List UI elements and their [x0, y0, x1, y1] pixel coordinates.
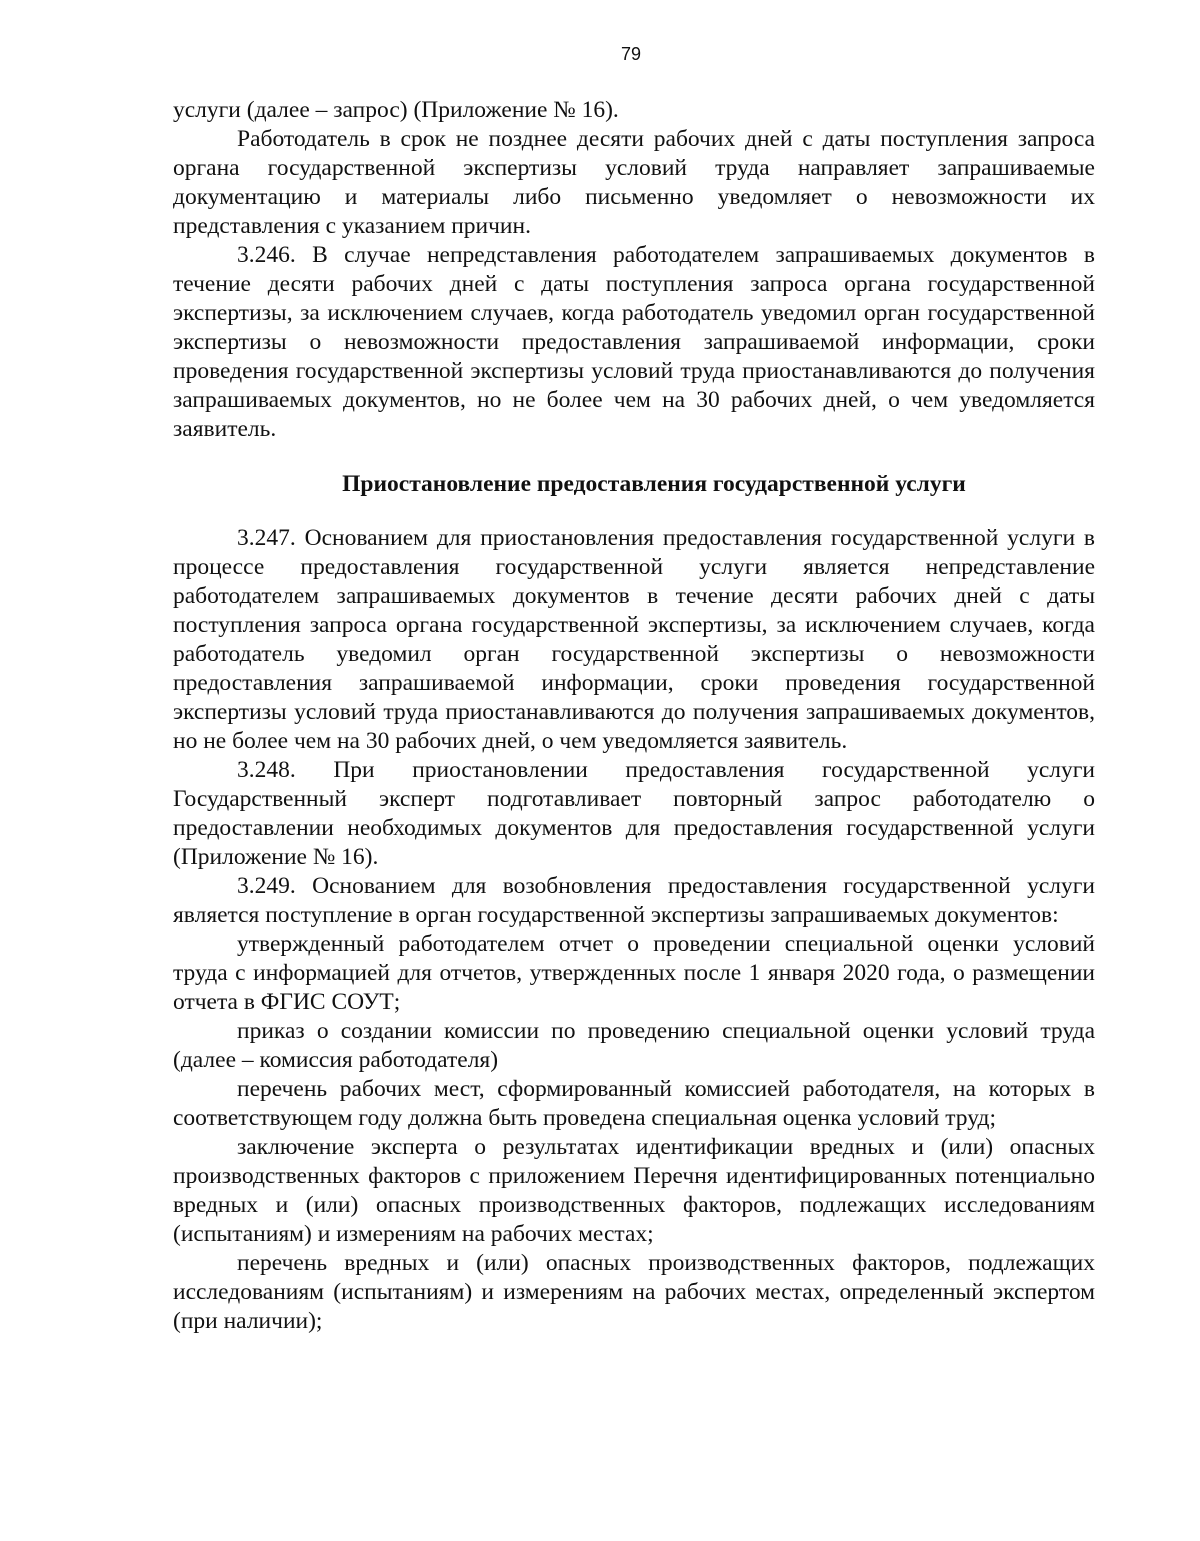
list-item-report: утвержденный работодателем отчет о проведении специальной оценки условий труда с информацией для отчетов, утвержденных после 1 января 2020 года, о размещении отчета в ФГИС СОУТ; [173, 931, 1095, 1015]
paragraph-3-247: 3.247. Основанием для приостановления предоставления государственной услуги в процессе предоставления государственной услуги является непредставление работодателем запрашиваемых документов в течение десяти рабочих дней с даты поступления запроса органа государственной экспертизы, за исключением случаев, когда работодатель уведомил орган государственной экспертизы о невозможности предоставления запрашиваемой информации, сроки проведения государственной экспертизы условий труда приостанавливаются до получения запрашиваемых документов, но не более чем на 30 рабочих дней, о чем уведомляется заявитель. [173, 525, 1095, 754]
section-heading: Приостановление предоставления государственной услуги [342, 471, 966, 497]
paragraph-3-249: 3.249. Основанием для возобновления предоставления государственной услуги является поступление в орган государственной экспертизы запрашиваемых документов: [173, 873, 1095, 928]
paragraph-3-248: 3.248. При приостановлении предоставления государственной услуги Государственный эксперт подготавливает повторный запрос работодателю о предоставлении необходимых документов для предоставления государственной услуги (Приложение № 16). [173, 757, 1095, 870]
page-number: 79 [620, 44, 642, 64]
list-item-factors-list: перечень вредных и (или) опасных производственных факторов, подлежащих исследованиям (испытаниям) и измерениям на рабочих местах, определенный экспертом (при наличии); [173, 1250, 1095, 1334]
paragraph-3-246: 3.246. В случае непредставления работодателем запрашиваемых документов в течение десяти рабочих дней с даты поступления запроса органа государственной экспертизы, за исключением случаев, когда работодатель уведомил орган государственной экспертизы о невозможности предоставления запрашиваемой информации, сроки проведения государственной экспертизы условий труда приостанавливаются до получения запрашиваемых документов, но не более чем на 30 рабочих дней, о чем уведомляется заявитель. [173, 242, 1095, 442]
list-item-expert-conclusion: заключение эксперта о результатах идентификации вредных и (или) опасных производственных факторов с приложением Перечня идентифицированных потенциально вредных и (или) опасных производственных факторов, подлежащих исследованиям (испытаниям) и измерениям на рабочих местах; [173, 1134, 1095, 1247]
document-body [173, 96, 1095, 1336]
paragraph-continuation: услуги (далее – запрос) (Приложение № 16). [173, 97, 619, 123]
list-item-order: приказ о создании комиссии по проведению специальной оценки условий труда (далее – комиссия работодателя) [173, 1018, 1095, 1073]
paragraph-employer-deadline: Работодатель в срок не позднее десяти рабочих дней с даты поступления запроса органа государственной экспертизы условий труда направляет запрашиваемые документацию и материалы либо письменно уведомляет о невозможности их представления с указанием причин. [173, 126, 1095, 239]
list-item-workplaces: перечень рабочих мест, сформированный комиссией работодателя, на которых в соответствующем году должна быть проведена специальная оценка условий труд; [173, 1076, 1095, 1131]
